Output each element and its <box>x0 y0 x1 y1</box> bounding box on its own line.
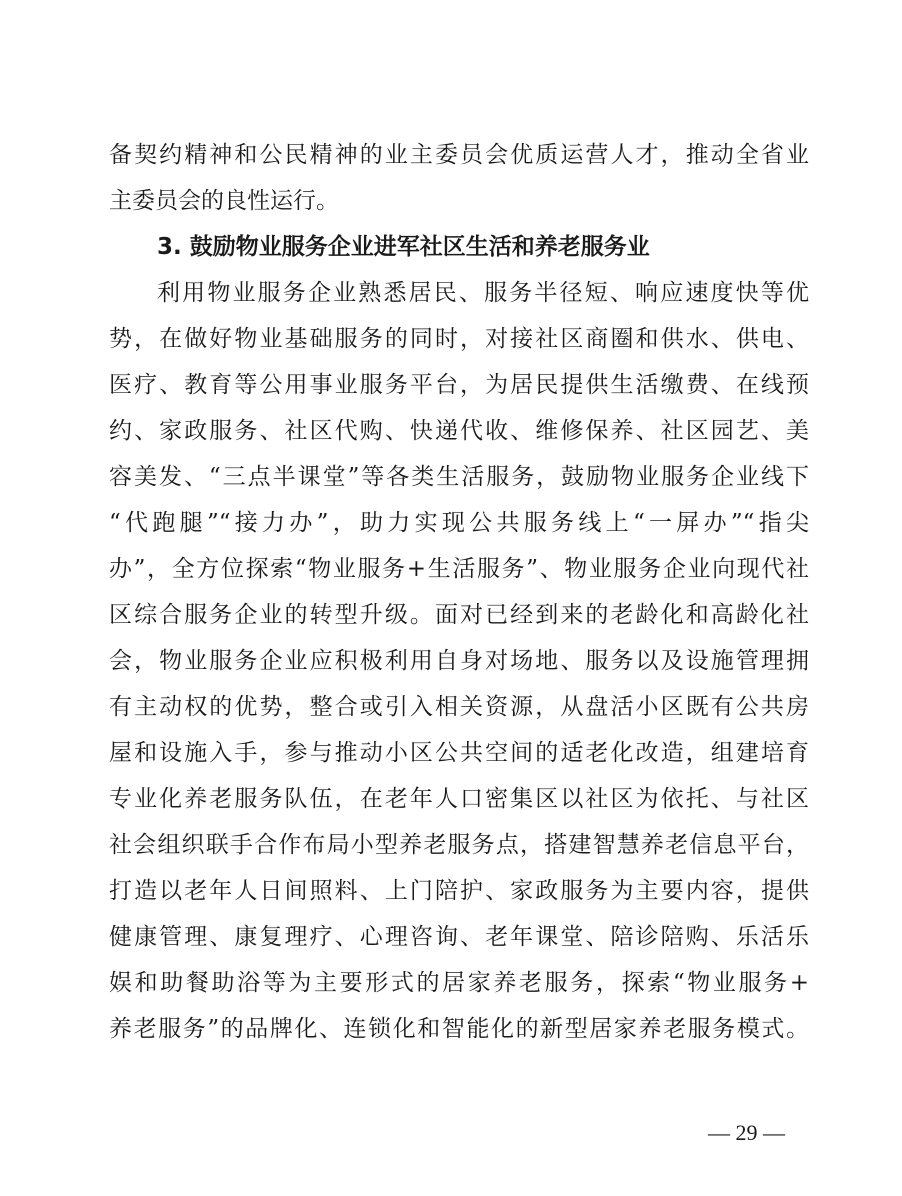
page-number: — 29 — <box>708 1120 785 1145</box>
paragraph-line: 打造以老年人日间照料、上门陪护、家政服务为主要内容，提供 <box>109 878 809 904</box>
paragraph-line: 利用物业服务企业熟悉居民、服务半径短、响应速度快等优 <box>157 280 809 306</box>
paragraph-line: 约、家政服务、社区代购、快递代收、维修保养、社区园艺、美 <box>109 418 809 444</box>
paragraph-line: 有主动权的优势，整合或引入相关资源，从盘活小区既有公共房 <box>109 694 809 720</box>
paragraph-line: 健康管理、康复理疗、心理咨询、老年课堂、陪诊陪购、乐活乐 <box>109 924 809 950</box>
paragraph-line: “代跑腿”“接力办”，助力实现公共服务线上“一屏办”“指尖 <box>109 510 809 536</box>
paragraph-line: 屋和设施入手，参与推动小区公共空间的适老化改造，组建培育 <box>109 740 809 766</box>
paragraph-line: 容美发、“三点半课堂”等各类生活服务，鼓励物业服务企业线下 <box>109 464 809 490</box>
paragraph-line: 势，在做好物业基础服务的同时，对接社区商圈和供水、供电、 <box>109 326 809 352</box>
paragraph-line: 会，物业服务企业应积极利用自身对场地、服务以及设施管理拥 <box>109 648 809 674</box>
paragraph-line: 养老服务”的品牌化、连锁化和智能化的新型居家养老服务模式。 <box>109 1016 809 1042</box>
paragraph-line: 区综合服务企业的转型升级。面对已经到来的老龄化和高龄化社 <box>109 602 809 628</box>
paragraph-line: 社会组织联手合作布局小型养老服务点，搭建智慧养老信息平台， <box>109 832 809 858</box>
section-heading: 3. 鼓励物业服务企业进军社区生活和养老服务业 <box>157 234 650 260</box>
text-line: 主委员会的良性运行。 <box>109 188 339 214</box>
paragraph-line: 专业化养老服务队伍，在老年人口密集区以社区为依托、与社区 <box>109 786 809 812</box>
text-line: 备契约精神和公民精神的业主委员会优质运营人才，推动全省业 <box>109 142 809 168</box>
paragraph-line: 办”，全方位探索“物业服务+生活服务”、物业服务企业向现代社 <box>109 556 809 582</box>
paragraph-line: 医疗、教育等公用事业服务平台，为居民提供生活缴费、在线预 <box>109 372 809 398</box>
paragraph-line: 娱和助餐助浴等为主要形式的居家养老服务，探索“物业服务+ <box>109 970 809 996</box>
